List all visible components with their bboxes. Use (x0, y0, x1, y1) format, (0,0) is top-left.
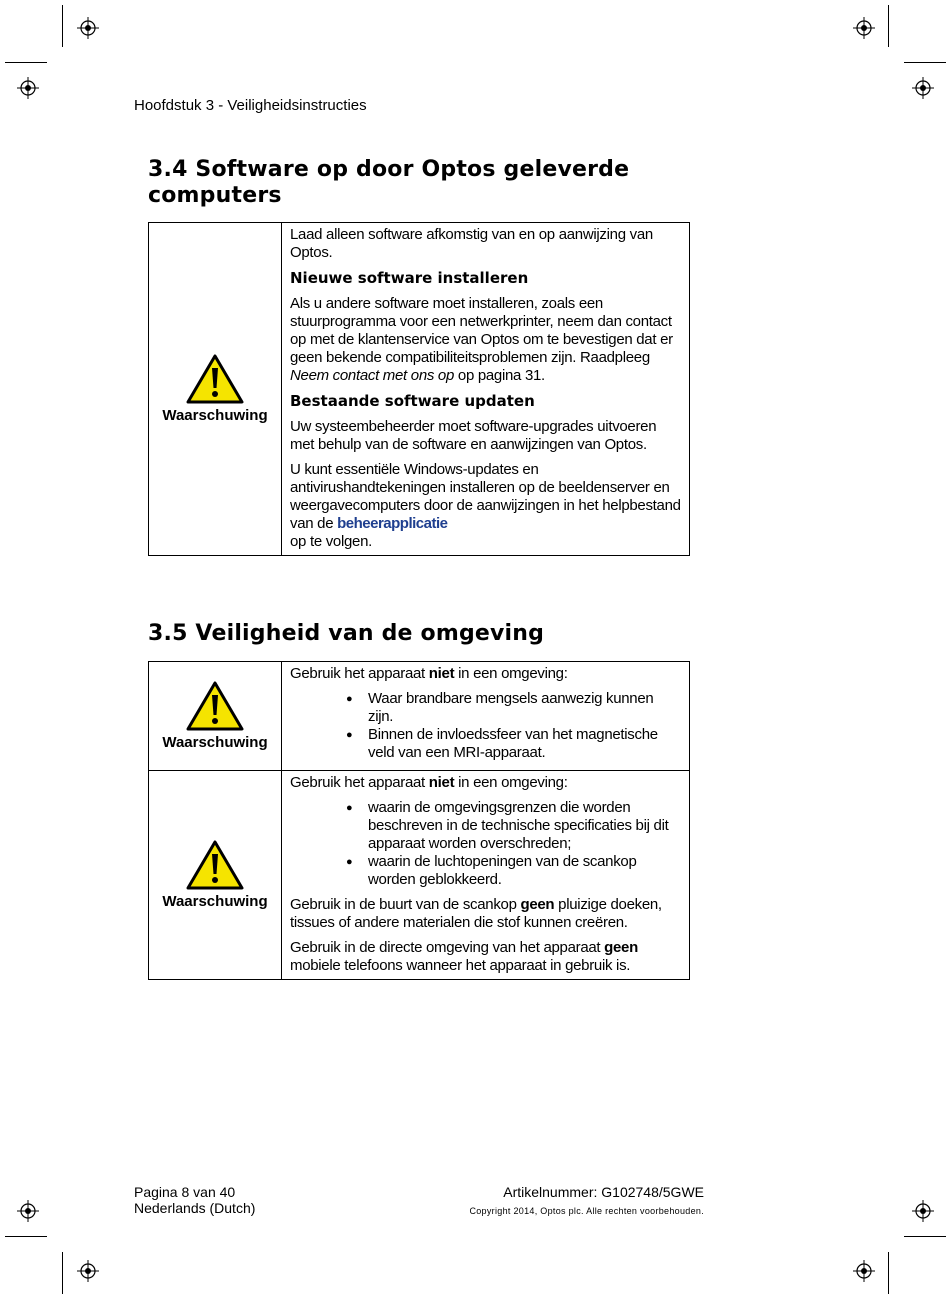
warning-triangle-icon (185, 353, 245, 405)
paragraph-text: Als u andere software moet installeren, zoals een stuurprogramma voor een netwerkprinter, neem dan contact op met de klantenservice van Optos om te bevestigen dat er geen bekende compatibiliteitsproblemen zijn. Raadpleeg (290, 295, 673, 366)
warning-text-cell (282, 223, 690, 556)
warning-icon-cell (149, 771, 282, 980)
bullet-list (290, 690, 681, 762)
registration-mark-icon (912, 77, 934, 99)
bullet-item: ● waarin de omgevingsgrenzen die worden beschreven in de technische specificaties bij dit apparaat worden overschreden; (368, 799, 681, 853)
warning-label: Waarschuwing (162, 407, 268, 424)
warning-row (149, 223, 690, 556)
paragraph-text: op te volgen. (290, 533, 372, 550)
bullet-item: ● Waar brandbare mengsels aanwezig kunnen zijn. (368, 690, 681, 726)
registration-mark-icon (17, 1200, 39, 1222)
intro-text (290, 665, 681, 683)
text: in een omgeving: (454, 665, 568, 682)
text: in een omgeving: (454, 774, 568, 791)
emphasis: geen (520, 896, 555, 913)
warning-triangle-icon (185, 839, 245, 891)
warning-row (149, 662, 690, 771)
page-number: Pagina 8 van 40 (134, 1184, 236, 1200)
subheading-new-software: Nieuwe software installeren (290, 269, 529, 287)
emphasis: geen (604, 939, 638, 956)
warning-label: Waarschuwing (162, 893, 268, 910)
crop-mark (5, 1236, 47, 1237)
crop-mark (904, 62, 946, 63)
cross-reference: Neem contact met ons op (290, 367, 455, 384)
crop-mark (62, 5, 63, 47)
section-3-4-title (148, 157, 629, 209)
registration-mark-icon (77, 17, 99, 39)
intro-text: Laad alleen software afkomstig van en op aanwijzing van Optos. (290, 226, 653, 261)
paragraph (290, 295, 681, 385)
warning-icon-cell (149, 662, 282, 771)
text: pluizige doeken, tissues of andere materialen die stof kunnen creëren. (290, 896, 662, 931)
crop-mark (904, 1236, 946, 1237)
registration-mark-icon (912, 1200, 934, 1222)
footer-left (134, 1184, 255, 1216)
paragraph (290, 461, 681, 551)
bullet-item: ● Binnen de invloedssfeer van het magnetische veld van een MRI-apparaat. (368, 726, 681, 762)
warning-text-cell (282, 771, 690, 980)
text: Gebruik in de buurt van de scankop (290, 896, 521, 913)
crop-mark (62, 1252, 63, 1294)
intro-text (290, 774, 681, 792)
warning-label: Waarschuwing (162, 734, 268, 751)
warning-triangle-icon (185, 680, 245, 732)
paragraph (290, 939, 681, 975)
paragraph: Uw systeembeheerder moet software-upgrades uitvoeren met behulp van de software en aanwijzingen van Optos. (290, 418, 657, 453)
section-title-line: 3.4 Software op door Optos geleverde (148, 157, 630, 182)
language-label: Nederlands (Dutch) (134, 1200, 256, 1216)
crop-mark (888, 1252, 889, 1294)
paragraph (290, 896, 681, 932)
text: Gebruik het apparaat (290, 665, 429, 682)
text: mobiele telefoons wanneer het apparaat in gebruik is. (290, 957, 631, 974)
running-header: Hoofdstuk 3 - Veiligheidsinstructies (134, 97, 367, 114)
text: Gebruik in de directe omgeving van het apparaat (290, 939, 605, 956)
registration-mark-icon (17, 77, 39, 99)
emphasis: niet (428, 774, 455, 791)
registration-mark-icon (853, 17, 875, 39)
crop-mark (5, 62, 47, 63)
warning-row (149, 771, 690, 980)
registration-mark-icon (77, 1260, 99, 1282)
registration-mark-icon (853, 1260, 875, 1282)
article-number: Artikelnummer: G102748/5GWE (503, 1184, 704, 1200)
paragraph-text: op pagina 31. (454, 367, 545, 384)
emphasis: niet (428, 665, 455, 682)
crop-mark (888, 5, 889, 47)
warning-icon-cell (149, 223, 282, 556)
subheading-update-software: Bestaande software updaten (290, 392, 535, 410)
copyright-notice: Copyright 2014, Optos plc. Alle rechten voorbehouden. (469, 1206, 704, 1216)
section-title-line: computers (148, 183, 282, 208)
text: Gebruik het apparaat (290, 774, 429, 791)
paragraph-text: U kunt essentiële Windows-updates en antivirushandtekeningen installeren op de beeldenserver en weergavecomputers door de aanwijzingen in het helpbestand van de (290, 461, 681, 532)
footer-right (469, 1184, 704, 1219)
warning-text-cell (282, 662, 690, 771)
section-3-5-title: 3.5 Veiligheid van de omgeving (148, 621, 545, 646)
beheerapplicatie-link[interactable]: beheerapplicatie (337, 515, 448, 532)
warning-table-environment (148, 661, 690, 980)
bullet-item: ● waarin de luchtopeningen van de scankop worden geblokkeerd. (368, 853, 681, 889)
bullet-list (290, 799, 681, 889)
warning-table-software (148, 222, 690, 556)
